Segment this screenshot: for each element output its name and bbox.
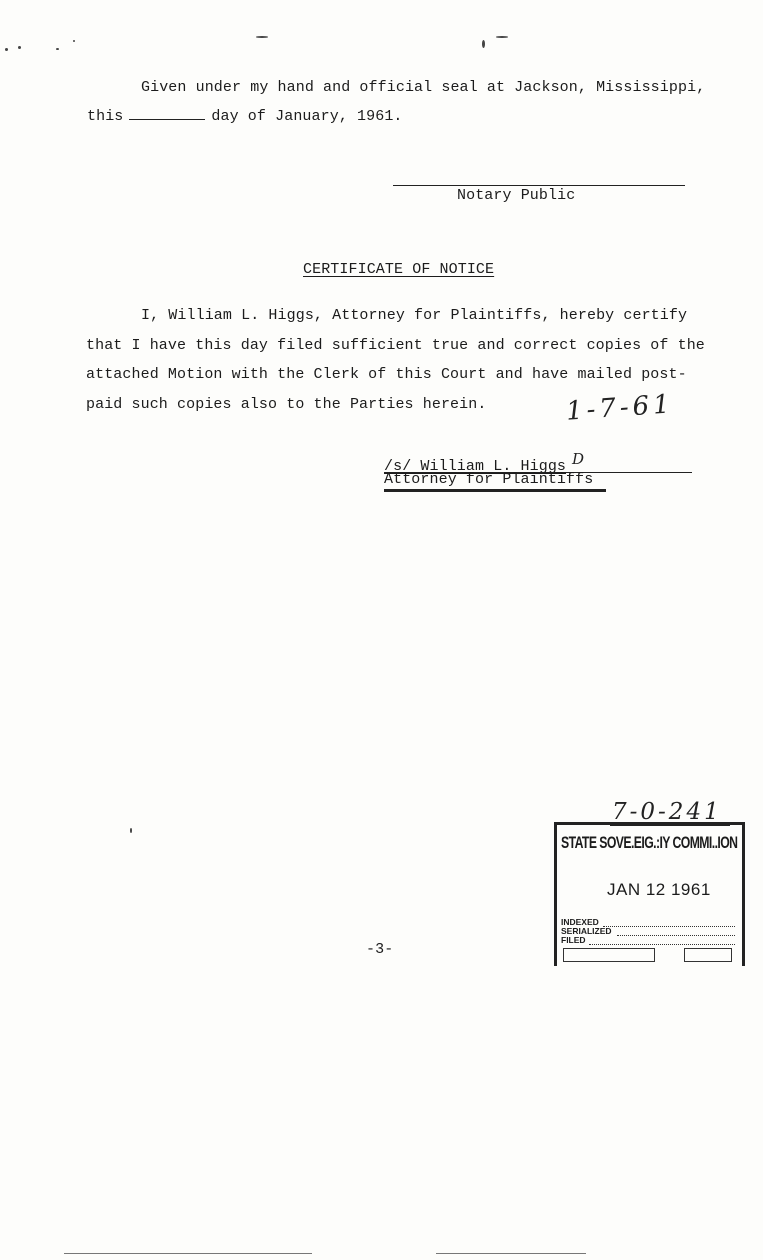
day-blank	[129, 109, 205, 120]
handwritten-date: 1-7-61	[565, 389, 675, 427]
filed-dotted-line	[589, 944, 735, 945]
certificate-line-2: that I have this day filed sufficient true and correct copies of the	[86, 337, 705, 354]
signature-mark: D	[572, 450, 585, 468]
stamp-date: JAN 12 1961	[607, 880, 711, 899]
attorney-title-underline	[384, 489, 606, 492]
notary-line-2	[87, 108, 403, 126]
attorney-title: Attorney for Plaintiffs	[384, 471, 594, 488]
indexed-dotted-line	[603, 926, 735, 927]
certificate-title: CERTIFICATE OF NOTICE	[303, 261, 495, 278]
certificate-line-3: attached Motion with the Clerk of this Court and have mailed post-	[86, 366, 687, 383]
notary-public-label: Notary Public	[457, 187, 576, 204]
received-stamp	[554, 822, 745, 966]
notary-line-1: Given under my hand and official seal at Jackson, Mississippi,	[141, 79, 706, 96]
notary-signature-line	[393, 185, 685, 186]
signature-text: /s/ William L. Higgs	[384, 458, 567, 475]
scan-speck	[496, 36, 508, 38]
stamp-field-filed: FILED	[561, 935, 586, 945]
scan-speck	[56, 48, 59, 50]
scan-speck	[130, 828, 132, 833]
scan-speck	[436, 1253, 586, 1254]
certificate-line-4: paid such copies also to the Parties herein.	[86, 396, 487, 413]
scan-speck	[482, 40, 485, 48]
page-number: -3-	[366, 941, 394, 958]
stamp-field-indexed: INDEXED	[561, 917, 599, 927]
stamp-field-serialized: SERIALIZED	[561, 926, 612, 936]
notary-line-2-suffix: day of January, 1961.	[211, 108, 403, 125]
serialized-dotted-line	[617, 935, 735, 936]
certificate-line-1: I, William L. Higgs, Attorney for Plaintiffs, hereby certify	[141, 307, 688, 324]
notary-line-2-prefix: this	[87, 108, 124, 125]
stamp-handwritten-number: 7-0-241	[612, 799, 722, 825]
stamp-header: STATE SOVE.EIG.:IY COMMI..ION	[561, 833, 738, 852]
scan-speck	[64, 1253, 312, 1254]
scan-speck	[5, 48, 8, 51]
stamp-box-left	[563, 948, 655, 962]
scan-speck	[256, 36, 268, 38]
scan-speck	[18, 46, 21, 49]
scan-speck	[73, 40, 75, 42]
stamp-box-right	[684, 948, 732, 962]
